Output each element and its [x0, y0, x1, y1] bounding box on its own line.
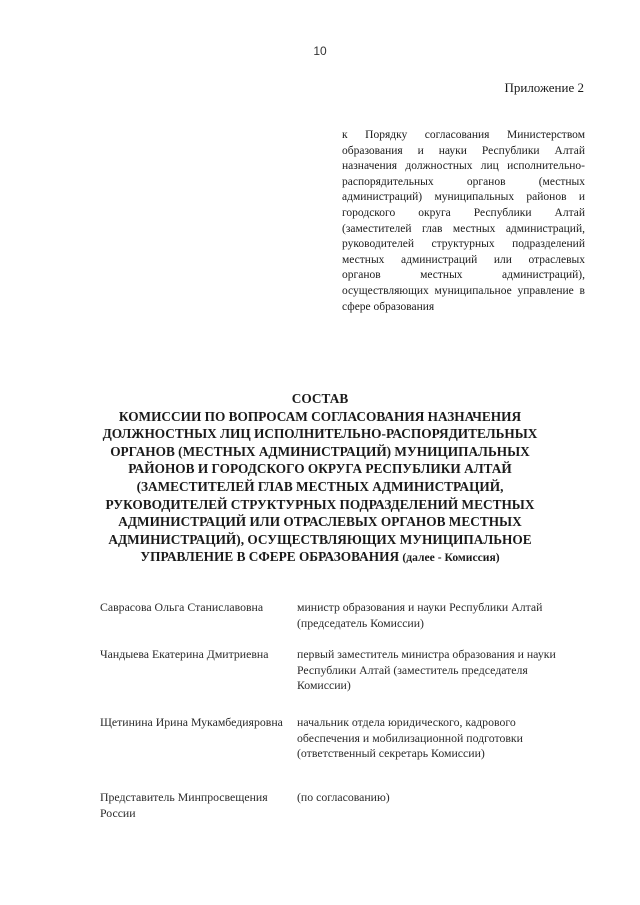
member-role: министр образования и науки Республики Алтай (председатель Комиссии) [297, 600, 543, 630]
title-line: АДМИНИСТРАЦИЙ ИЛИ ОТРАСЛЕВЫХ ОРГАНОВ МЕСТНЫХ [118, 514, 522, 530]
title-line-last [80, 548, 560, 567]
member-row [100, 647, 580, 715]
title-last-text: УПРАВЛЕНИЕ В СФЕРЕ ОБРАЗОВАНИЯ [140, 549, 400, 565]
page-number: 10 [313, 44, 327, 58]
title-line: РУКОВОДИТЕЛЕЙ СТРУКТУРНЫХ ПОДРАЗДЕЛЕНИЙ МЕСТНЫХ [105, 496, 535, 512]
member-row [100, 790, 580, 821]
appendix-label: Приложение 2 [504, 80, 584, 95]
member-name: Чандыева Екатерина Дмитриевна [100, 647, 269, 661]
title-line: ДОЛЖНОСТНЫХ ЛИЦ ИСПОЛНИТЕЛЬНО-РАСПОРЯДИТЕЛЬНЫХ [102, 426, 538, 442]
title-line: (ЗАМЕСТИТЕЛЕЙ ГЛАВ МЕСТНЫХ АДМИНИСТРАЦИЙ, [136, 478, 504, 494]
title-heading: СОСТАВ [291, 391, 349, 406]
title-suffix: (далее - Комиссия) [402, 551, 500, 565]
member-name: Представитель Минпросвещения России [100, 790, 268, 820]
member-role: начальник отдела юридического, кадрового обеспечения и мобилизационной подготовки (ответственный секретарь Комиссии) [297, 715, 523, 761]
member-role: (по согласованию) [297, 790, 390, 804]
document-title [80, 390, 560, 567]
member-name: Щетинина Ирина Мукамбедияровна [100, 715, 283, 729]
member-role: первый заместитель министра образования и науки Республики Алтай (заместитель председателя Комиссии) [297, 647, 556, 693]
appendix-preamble: к Порядку согласования Министерством образования и науки Республики Алтай назначения должностных лиц исполнительно-распорядительных органов (местных администраций) муниципальных районов и городского округа Республики Алтай (заместителей глав местных администраций, руководителей структурных подразделений местных администраций или отраслевых органов местных администраций), осуществляющих муниципальное управление в сфере образования [342, 129, 585, 313]
member-name: Саврасова Ольга Станиславовна [100, 600, 264, 614]
member-row [100, 600, 580, 647]
title-line: РАЙОНОВ И ГОРОДСКОГО ОКРУГА РЕСПУБЛИКИ АЛТАЙ [128, 461, 512, 477]
title-line: АДМИНИСТРАЦИЙ), ОСУЩЕСТВЛЯЮЩИХ МУНИЦИПАЛЬНОЕ [108, 531, 532, 547]
member-row [100, 715, 580, 790]
commission-members-list [100, 600, 580, 821]
title-line: ОРГАНОВ (МЕСТНЫХ АДМИНИСТРАЦИЙ) МУНИЦИПАЛЬНЫХ [110, 443, 530, 459]
title-line: КОМИССИИ ПО ВОПРОСАМ СОГЛАСОВАНИЯ НАЗНАЧЕНИЯ [118, 408, 522, 424]
